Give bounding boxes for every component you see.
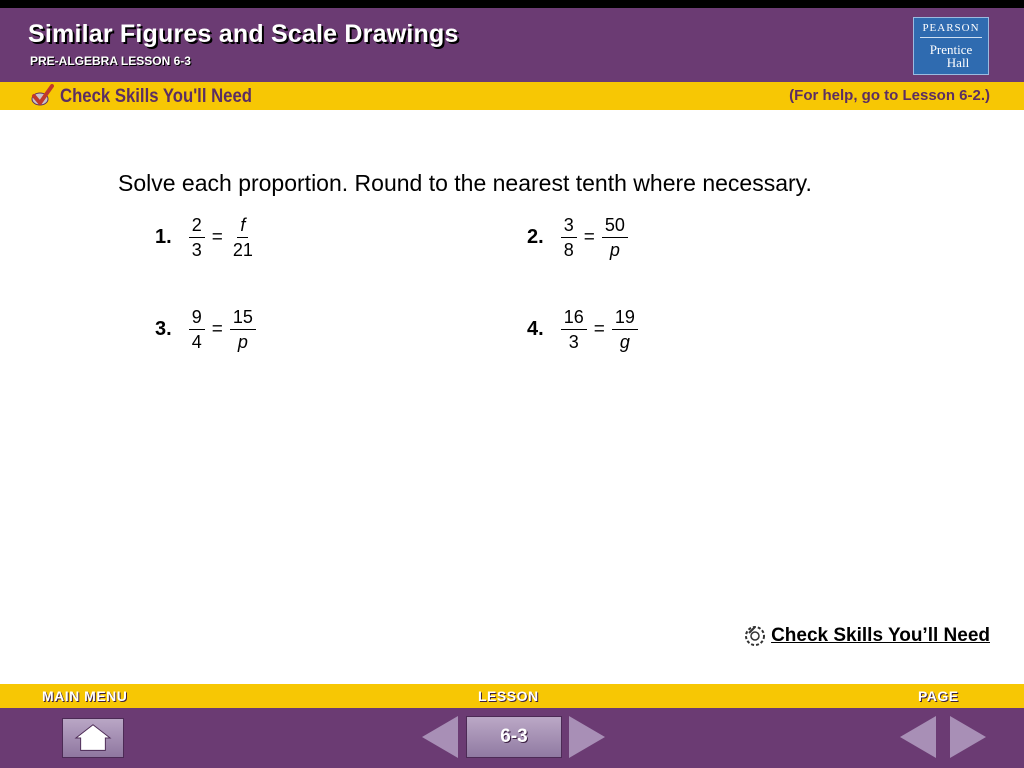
main-menu-button[interactable] <box>62 718 124 758</box>
equals-sign: = <box>593 318 605 340</box>
check-skills-link-label[interactable]: Check Skills You’ll Need <box>771 625 990 646</box>
problem-3 <box>155 306 259 353</box>
lesson-number: 6-3 <box>500 726 528 747</box>
check-skills-banner <box>0 82 1024 110</box>
fraction: $\frac{16}{3}$ <box>561 306 587 353</box>
fraction: $\frac{f}{21}$ <box>232 215 253 260</box>
problem-number: 1. <box>155 226 172 248</box>
next-page-arrow[interactable] <box>950 716 986 758</box>
problem-1 <box>155 214 259 261</box>
checkmark-icon <box>30 84 54 108</box>
pearson-logo: PEARSON Prentice Hall <box>913 17 989 75</box>
fraction: $\frac{50}{p}$ <box>602 214 628 261</box>
header-bar <box>0 0 1024 82</box>
next-lesson-arrow[interactable] <box>569 716 605 758</box>
page-label: PAGE <box>918 688 959 704</box>
footer-nav <box>0 708 1024 768</box>
previous-lesson-arrow[interactable] <box>422 716 458 758</box>
cd-icon <box>743 624 767 648</box>
problem-number: 4. <box>527 318 544 340</box>
equals-sign: = <box>583 226 595 248</box>
home-icon <box>63 719 123 757</box>
help-text: (For help, go to Lesson 6-2.) <box>789 87 990 104</box>
problem-number: 2. <box>527 226 544 248</box>
equals-sign: = <box>211 226 223 248</box>
page-title: Similar Figures and Scale Drawings <box>28 20 459 48</box>
instruction-text: Solve each proportion. Round to the nearest tenth where necessary. <box>118 170 812 196</box>
lesson-label: LESSON <box>478 688 539 704</box>
problem-number: 3. <box>155 318 172 340</box>
main-menu-label: MAIN MENU <box>42 688 128 704</box>
fraction: $\frac{3}{8}$ <box>561 214 577 261</box>
check-skills-link[interactable] <box>743 624 990 648</box>
fraction: $\frac{2}{3}$ <box>189 214 205 261</box>
fraction: $\frac{9}{4}$ <box>189 306 205 353</box>
problem-2 <box>527 214 631 261</box>
problem-4 <box>527 306 641 353</box>
previous-page-arrow[interactable] <box>900 716 936 758</box>
lesson-button[interactable] <box>466 716 562 758</box>
fraction: $\frac{15}{p}$ <box>230 306 256 353</box>
banner-label: Check Skills You'll Need <box>60 86 253 107</box>
fraction: $\frac{19}{g}$ <box>612 306 638 353</box>
lesson-subtitle: PRE-ALGEBRA LESSON 6-3 <box>30 54 191 68</box>
equals-sign: = <box>211 318 223 340</box>
footer-label-strip <box>0 684 1024 708</box>
